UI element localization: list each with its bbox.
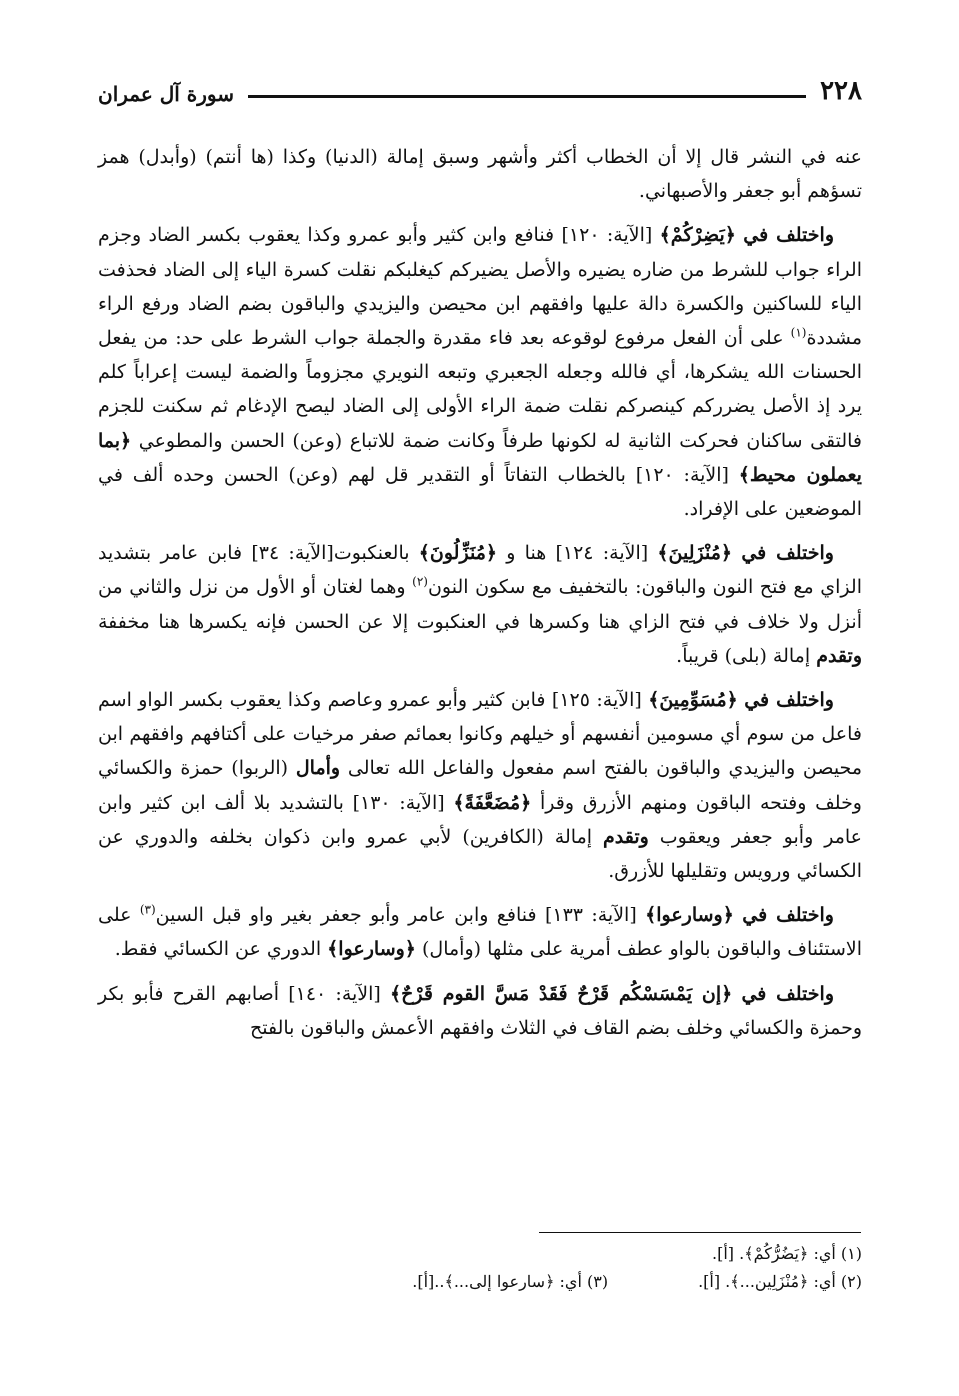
footnote-marker: (١)	[790, 325, 807, 340]
paragraph-text: (الربوا) حمزة والكسائي وخلف وفتحه الباقون ومنهم الأزرق وقرأ	[98, 757, 862, 814]
paragraph-2	[98, 218, 862, 526]
paragraph-text: إمالة (الكافرين) لأبي عمرو وابن ذكوان بخلفه والدوري عن الكسائي ورويس وتقليلها للأزرق.	[98, 825, 862, 883]
paragraph-5	[98, 898, 862, 966]
paragraph-text: فابن كثير وأبو عمرو وعاصم وكذا يعقوب بكسر الواو اسم فاعل من سوم أي مسومين أنفسهم أو خيلهم وكانوا بعمائم صفر مرخيات على أكتافهم وافقهم ابن محيصن واليزيدي والباقون بالفتح اسم مفعول والفاعل الله تعالى	[98, 689, 863, 780]
paragraph-1	[98, 140, 862, 208]
ayah-reference: [الآية: ١٢٥]	[551, 689, 642, 712]
quranic-word: ﴿يَضِرْكُمْ﴾	[659, 224, 736, 247]
quranic-word: ﴿وسارعوا﴾	[645, 904, 734, 927]
quranic-word: ﴿مُضَعَّفَةً﴾	[453, 791, 532, 814]
quranic-word: ﴿مُنْزَلِينَ﴾	[657, 542, 733, 565]
paragraph-text: إمالة (بلى) قريباً.	[676, 644, 811, 667]
ayah-reference: [الآية: ١٢٠]	[561, 224, 653, 247]
paragraph-text: فنافع وابن عامر وأبو جعفر بغير واو قبل السين	[155, 904, 537, 927]
keyword: واختلف في	[741, 982, 834, 1005]
keyword: وأمال	[295, 757, 341, 780]
paragraph-text: الدوري عن الكسائي فقط.	[114, 938, 322, 961]
paragraph-text: بالعنكبوت[الآية: ٣٤] فابن عامر بتشديد الزاي مع فتح النون والباقون: بالتخفيف مع سكون النون	[98, 542, 862, 599]
paragraph-text: على الاستئناف والباقون بالواو عطف أمرية على مثلها (وأمال)	[98, 904, 862, 961]
keyword: وتقدم	[603, 825, 649, 848]
paragraph-text: [الآية: ١٣٠] بالتشديد بلا ألف ابن كثير وابن عامر وأبو جعفر ويعقوب	[98, 791, 862, 848]
quranic-word: ﴿إن يَمْسَسْكُم قَرْحٌ فَقَدْ مَسَّ القوم قَرْحٌ﴾	[390, 982, 733, 1005]
footnote-row	[98, 1268, 862, 1296]
quranic-word: ﴿وسارعوا﴾	[327, 938, 416, 961]
paragraph-text: عنه في النشر قال إلا أن الخطاب أكثر وأشهر وسبق إمالة (الدنيا) وكذا (ها أنتم) (وأبدل) همز تسؤهم أبو جعفر والأصبهاني.	[98, 146, 862, 203]
footnote-row	[98, 1240, 862, 1268]
paragraph-4	[98, 683, 862, 888]
keyword: واختلف في	[744, 689, 834, 712]
page-header	[98, 70, 862, 110]
ayah-reference: [الآية: ١٢٠]	[635, 463, 729, 486]
footnote-marker: (٢)	[412, 575, 428, 590]
ayah-reference: [الآية: ١٣٣]	[544, 904, 637, 927]
footnote-rule	[539, 1232, 861, 1233]
paragraph-text: هنا و	[506, 542, 547, 565]
quranic-word: ﴿بما يعملون محيط﴾	[98, 429, 862, 486]
keyword: واختلف في	[741, 542, 834, 565]
quranic-word: ﴿مُنَزِّلُونَ﴾	[418, 542, 497, 565]
keyword: وتقدم	[816, 644, 862, 667]
paragraph-6	[98, 977, 862, 1045]
page-body	[98, 140, 862, 1055]
paragraph-text: [الآية: ١٤٠] أصابهم القرح فأبو بكر وحمزة والكسائي وخلف بضم القاف في الثلاث وافقهم الأعمش والباقون بالفتح	[98, 982, 862, 1039]
paragraph-text: وهما لغتان أو الأول من نزل والثاني من أنزل ولا خلاف في فتح الزاي هنا وكسرها في العنكبوت إلا عن الحسن فإنه يكسرها هنا مخففة	[98, 576, 862, 633]
footnote-marker: (٣)	[139, 902, 156, 917]
paragraph-text: بالخطاب التفاتاً أو التقدير قل لهم (وعن) الحسن وحده ألف في الموضعين على الإفراد.	[98, 463, 862, 521]
paragraph-text: على أن الفعل مرفوع لوقوعه بعد فاء مقدرة والجملة جواب الشرط على حد: من يفعل الحسنات الله يشكرها، أي فالله وجعله الجعبري وتبعه النويري مجزوماً والضمة ليست إعراباً كلم يرد إذ الأصل يضرركم كينصركم نقلت ضمة الراء الأولى إلى الضاد ليصح الإدغام ثم سكنت للجزم فالتقى ساكنان فحركت الثانية له لكونها طرفاً وكانت ضمة للاتباع (وعن) الحسن والمطوعي	[98, 327, 862, 452]
quranic-word: ﴿مُسَوِّمِينَ﴾	[648, 689, 738, 712]
keyword: واختلف في	[743, 224, 834, 247]
paragraph-text: فنافع وابن كثير وأبو عمرو وكذا يعقوب بكسر الضاد وجزم الراء جواب للشرط من ضاره يضيره والأصل يضيركم كيغلبكم نقلت كسرة الياء إلى الضاد فحذفت الياء للساكنين والكسرة دالة عليها وافقهم ابن محيصن واليزيدي والباقون بضم الضاد ورفع الراء مشددة	[98, 224, 862, 350]
footnote-3: (٣) أي: ﴿سارعوا إلى...﴾..[أ].	[412, 1272, 609, 1291]
page-number: ٢٢٨	[820, 76, 862, 106]
keyword: واختلف في	[742, 904, 834, 927]
header-rule	[248, 95, 806, 98]
surah-title: سورة آل عمران	[98, 82, 235, 106]
footnote-2: (٢) أي: ﴿مُنْزَلِين...﴾. [أ].	[698, 1272, 862, 1291]
footnotes	[98, 1240, 862, 1296]
paragraph-3	[98, 536, 862, 673]
ayah-reference: [الآية: ١٢٤]	[555, 542, 649, 565]
footnote-1: (١) أي: ﴿يَضُرُّكُمْ﴾. [أ].	[712, 1244, 862, 1263]
